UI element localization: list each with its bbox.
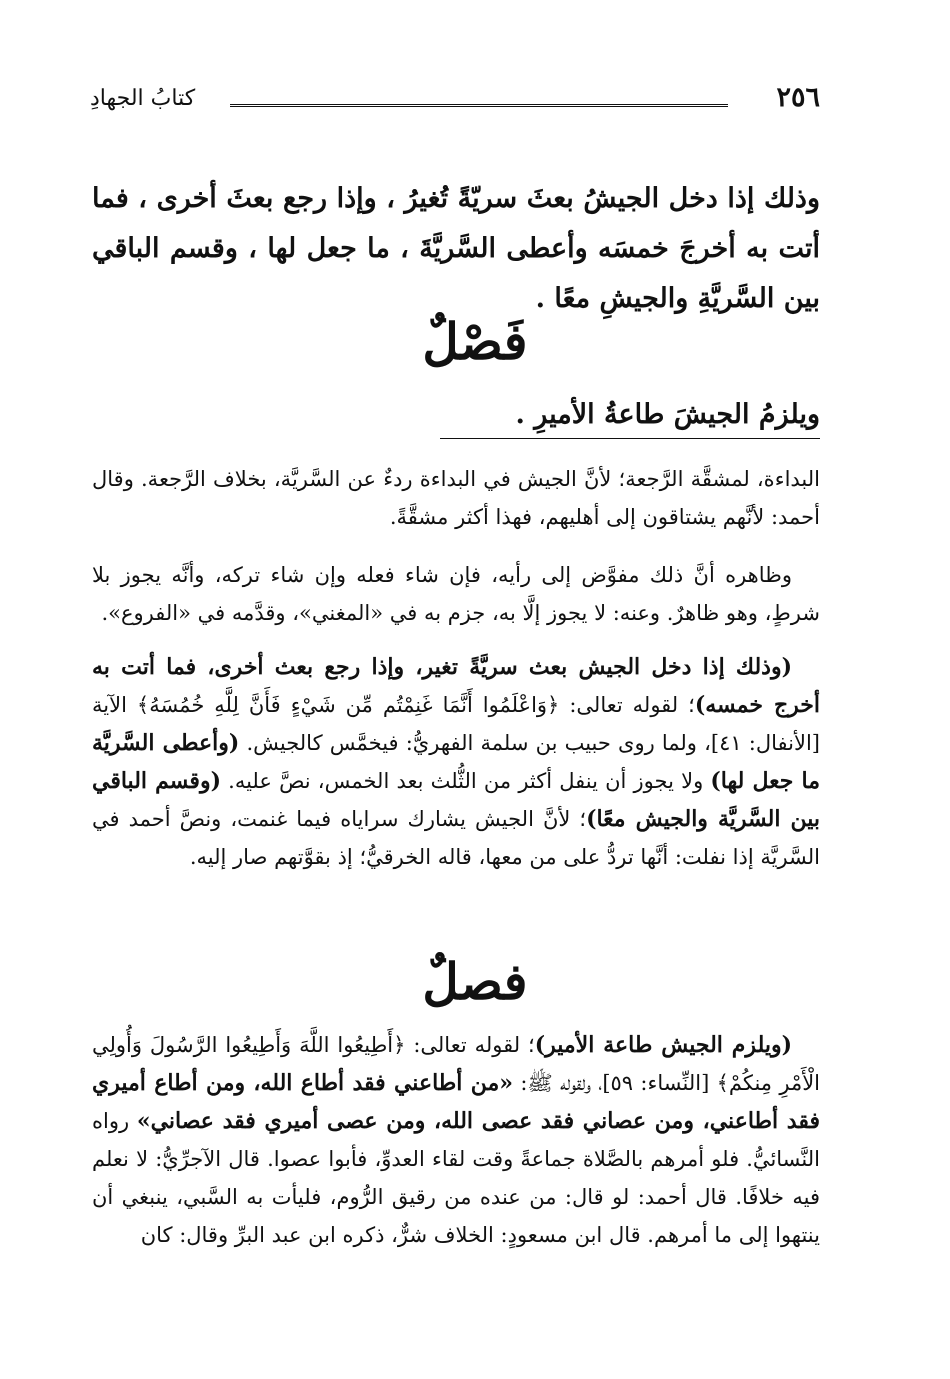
commentary-text: ؛ لقوله تعالى: ﴿أَطِيعُوا اللَّهَ وَأَطِيعُوا الرَّسُولَ وَأُولِي الْأَمْرِ مِنكُمْ﴾ [النِّساء: ٥٩]، ولقوله ﷺ: — [92, 1033, 821, 1095]
section-heading: فَصْلٌ — [422, 312, 528, 371]
page-header — [90, 82, 820, 122]
commentary-text: ولا يجوز أن ينفل أكثر من الثُّلث بعد الخمس، نصَّ عليه. — [220, 769, 711, 793]
quoted-matn: (وأعطى السَّريَّة ما جعل لها) — [92, 730, 820, 794]
matn-paragraph: وذلك إذا دخل الجيشُ بعثَ سريّةً تُغيرُ ، وإذا رجع بعثَ أخرى ، فما أتت به أخرجَ خمسَه وأعطى السَّريَّةَ ، ما جعل لها ، وقسم الباقي بين السَّريَّةِ والجيشِ معًا . — [92, 183, 820, 314]
commentary-text: ؛ لقوله تعالى: ﴿وَاعْلَمُوا أَنَّمَا غَنِمْتُم مِّن شَيْءٍ فَأَنَّ لِلَّهِ خُمُسَهُ﴾ الآية [الأنفال: ٤١]، ولما روى حبيب بن سلمة الفهريُّ: فيخمَّس كالجيش. — [92, 693, 820, 755]
header-rule — [230, 104, 728, 107]
commentary-text: ؛ لأنَّ الجيش يشارك سراياه فيما غنمت، ونصَّ أحمد في السَّريَّة إذا نفلت: أنَّها تردُّ على من معها، قاله الخرقيُّ؛ إذ بقوَّتهم صار إليه. — [92, 807, 820, 869]
quoted-matn: (ويلزم الجيش طاعة الأمير) — [534, 1032, 793, 1058]
running-title: كتابُ الجهادِ — [90, 86, 196, 111]
commentary-text: وظاهره أنَّ ذلك مفوَّض إلى رأيه، فإن شاء فعله وإن شاء تركه، وأنَّه يجوز بلا شرطٍ، وهو ظاهرٌ. وعنه: لا يجوز إلَّا به، جزم به في «المغني»، وقدَّمه في «الفروع». — [92, 563, 820, 625]
footnote-divider — [440, 438, 820, 439]
hadith-quote: «من أطاعني فقد أطاع الله، ومن أطاع أميري فقد أطاعني، ومن عصاني فقد عصى الله، ومن عصى أميري فقد عصاني» — [92, 1070, 820, 1134]
quoted-matn: (وقسم الباقي بين السَّريَّة والجيش معًا) — [92, 768, 820, 832]
page-number: ٢٥٦ — [776, 82, 820, 113]
commentary-text: رواه النَّسائيُّ. فلو أمرهم بالصَّلاة جماعةً وقت لقاء العدوِّ، فأبوا عصوا. قال الآجرِّيُّ: لا نعلم فيه خلافًا. قال أحمد: لو قال: من عنده من رقيق الرُّوم، فليأت به السَّبي، ينبغي أن ينتهوا إلى ما أمرهم. قال ابن مسعودٍ: الخلاف شرٌّ، ذكره ابن عبد البرِّ وقال: كان — [92, 1109, 820, 1247]
quoted-matn: (وذلك إذا دخل الجيش بعث سريَّةً تغير، وإذا رجع بعث أخرى، فما أتت به أخرج خمسه) — [92, 654, 820, 718]
matn-obey-line: ويلزمُ الجيشَ طاعةُ الأميرِ . — [515, 399, 820, 430]
commentary-paragraph — [92, 648, 820, 876]
commentary-paragraph — [92, 1026, 820, 1254]
commentary-paragraph: البداءة، لمشقَّة الرَّجعة؛ لأنَّ الجيش في البداءة ردءٌ عن السَّريَّة، بخلاف الرَّجعة. وقال أحمد: لأنَّهم يشتاقون إلى أهليهم، فهذا أكثر مشقَّةً. — [92, 467, 820, 529]
section-heading: فصلٌ — [422, 952, 528, 1011]
commentary-paragraph — [92, 556, 820, 632]
